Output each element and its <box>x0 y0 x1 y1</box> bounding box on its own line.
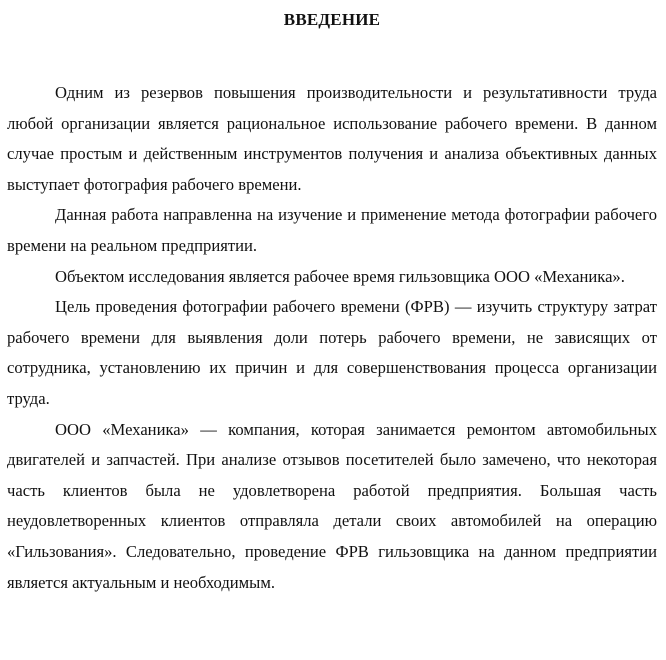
document-title: ВВЕДЕНИЕ <box>283 10 381 29</box>
paragraph-research-object: Объектом исследования является рабочее время гильзовщика ООО «Механика». <box>55 266 625 286</box>
paragraph-work-purpose: Данная работа направленна на изучение и применение метода фотографии рабочего времени на реальном предприятии. <box>7 205 657 255</box>
paragraph-goal: Цель проведения фотографии рабочего времени (ФРВ) — изучить структуру затрат рабочего времени для выявления доли потерь рабочего времени, не зависящих от сотрудника, установлению их причин и для совершенствования процесса организации труда. <box>7 297 657 408</box>
paragraph-intro: Одним из резервов повышения производительности и результативности труда любой организации является рациональное использование рабочего времени. В данном случае простым и действенным инструментов получения и анализа объективных данных выступает фотография рабочего времени. <box>7 83 657 194</box>
document-body <box>7 78 657 598</box>
paragraph-company: ООО «Механика» — компания, которая занимается ремонтом автомобильных двигателей и запчастей. При анализе отзывов посетителей было замечено, что некоторая часть клиентов была не удовлетворена работой предприятия. Большая часть неудовлетворенных клиентов отправляла детали своих автомобилей на операцию «Гильзования». Следовательно, проведение ФРВ гильзовщика на данном предприятии является актуальным и необходимым. <box>7 419 657 592</box>
